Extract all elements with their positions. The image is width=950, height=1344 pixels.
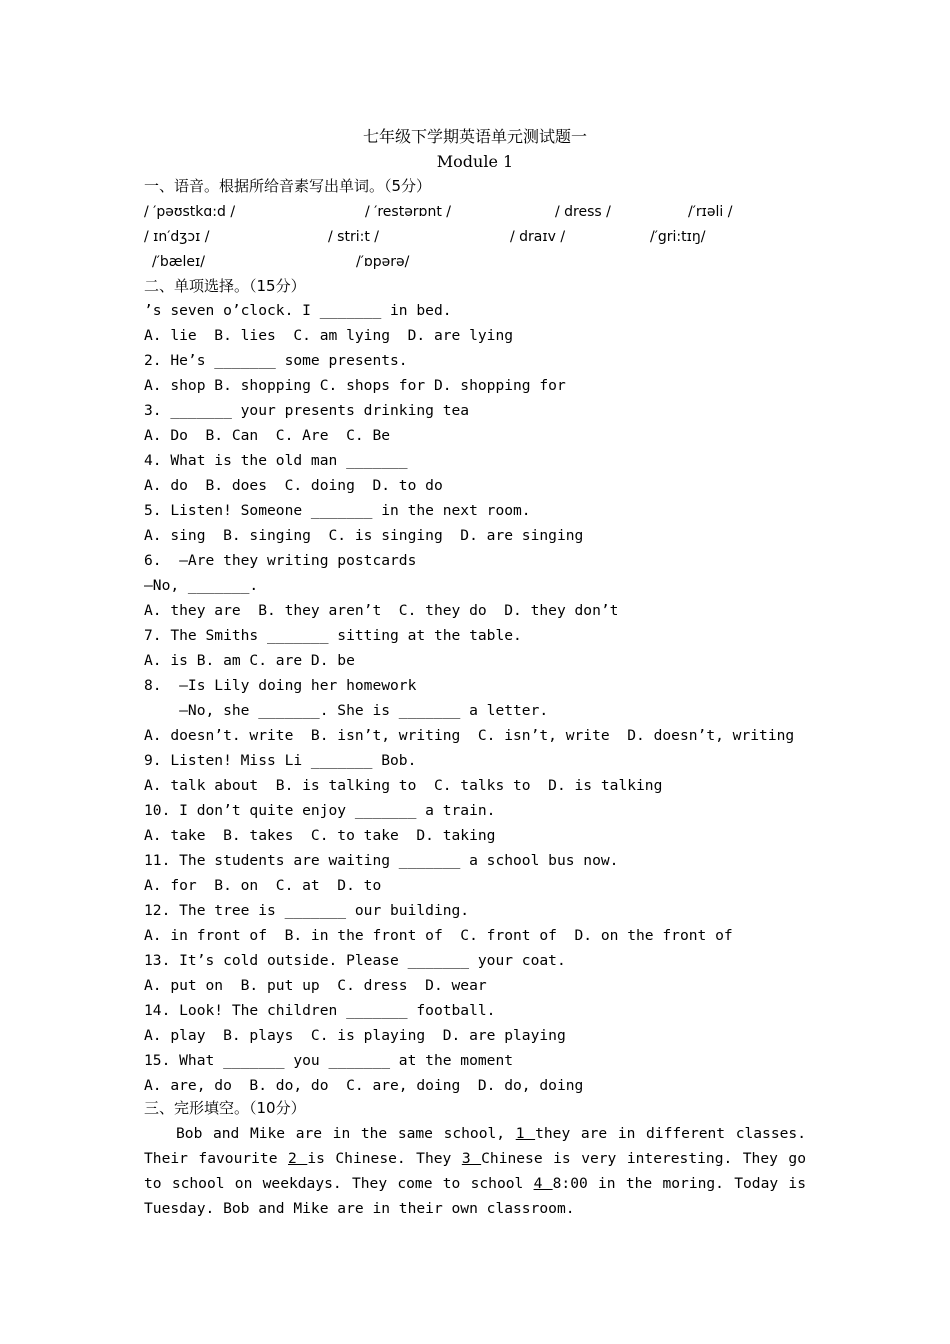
question-line: 11. The students are waiting _______ a school bus now.	[144, 852, 619, 869]
section-2-heading: 二、单项选择。（15分）	[144, 277, 306, 295]
phonetic-item: / ′pəʊstkɑ:d /	[144, 204, 236, 220]
options-line: A. sing B. singing C. is singing D. are singing	[144, 527, 584, 544]
cloze-text: Their favourite	[144, 1150, 278, 1167]
options-line: A. put on B. put up C. dress D. wear	[144, 977, 487, 994]
question-line: 12. The tree is _______ our building.	[144, 902, 470, 919]
cloze-paragraph-line	[176, 1123, 806, 1145]
options-line: A. is B. am C. are D. be	[144, 652, 355, 669]
options-line: A. take B. takes C. to take D. taking	[144, 827, 496, 844]
answer-line: –No, _______.	[144, 577, 259, 594]
options-line: A. they are B. they aren’t C. they do D. they don’t	[144, 602, 619, 619]
phonetic-item: / stri:t /	[328, 229, 379, 245]
options-line: A. talk about B. is talking to C. talks to D. is talking	[144, 777, 663, 794]
options-line: A. Do B. Can C. Are C. Be	[144, 427, 391, 444]
question-line: 15. What _______ you _______ at the moment	[144, 1052, 514, 1069]
phonetic-item: / dress /	[555, 204, 611, 220]
options-line: A. lie B. lies C. am lying D. are lying	[144, 327, 514, 344]
phonetic-item: / ɪn′dʒɔɪ /	[144, 229, 210, 245]
cloze-paragraph-line	[144, 1148, 806, 1170]
phonetic-item: /′gri:tɪŋ/	[650, 229, 706, 245]
cloze-blank-4: 4	[533, 1175, 553, 1192]
phonetic-item: / ′restərɒnt /	[365, 204, 451, 220]
question-line: 13. It’s cold outside. Please _______ your coat.	[144, 952, 566, 969]
cloze-text: to school on weekdays. They come to school	[144, 1175, 524, 1192]
phonetic-item: /′bæleɪ/	[152, 254, 205, 270]
options-line: A. are, do B. do, do C. are, doing D. do, doing	[144, 1077, 584, 1094]
cloze-text: Bob and Mike are in the same school,	[176, 1125, 506, 1142]
options-line: A. doesn’t. write B. isn’t, writing C. isn’t, write D. doesn’t, writing	[144, 727, 795, 744]
question-line: 4. What is the old man _______	[144, 452, 408, 469]
cloze-blank-1: 1	[515, 1125, 536, 1142]
page-title: 七年级下学期英语单元测试题一	[362, 127, 587, 146]
options-line: A. shop B. shopping C. shops for D. shopping for	[144, 377, 566, 394]
question-line: 5. Listen! Someone _______ in the next room.	[144, 502, 531, 519]
cloze-text: is Chinese. They	[307, 1150, 452, 1167]
phonetic-item: / draɪv /	[510, 229, 566, 245]
question-line: 2. He’s _______ some presents.	[144, 352, 408, 369]
cloze-paragraph-line: Tuesday. Bob and Mike are in their own classroom.	[144, 1200, 575, 1217]
page-subtitle: Module 1	[436, 152, 514, 171]
cloze-blank-3: 3	[461, 1150, 482, 1167]
cloze-text: 8:00 in the moring. Today is	[552, 1175, 806, 1192]
phonetic-item: /′ɒpərə/	[356, 254, 410, 270]
options-line: A. do B. does C. doing D. to do	[144, 477, 443, 494]
cloze-text: Chinese is very interesting. They go	[481, 1150, 806, 1167]
cloze-blank-2: 2	[288, 1150, 308, 1167]
question-line: 6. –Are they writing postcards	[144, 552, 417, 569]
options-line: A. for B. on C. at D. to	[144, 877, 382, 894]
question-line: 3. _______ your presents drinking tea	[144, 402, 470, 419]
question-line: 7. The Smiths _______ sitting at the table.	[144, 627, 522, 644]
answer-line: –No, she _______. She is _______ a letter.	[144, 702, 549, 719]
question-line: 10. I don’t quite enjoy _______ a train.	[144, 802, 496, 819]
question-line: 8. –Is Lily doing her homework	[144, 677, 417, 694]
cloze-paragraph-line	[144, 1173, 806, 1195]
options-line: A. play B. plays C. is playing D. are playing	[144, 1027, 566, 1044]
section-3-heading: 三、完形填空。（10分）	[144, 1099, 306, 1117]
question-line: 9. Listen! Miss Li _______ Bob.	[144, 752, 417, 769]
question-line: ’s seven o’clock. I _______ in bed.	[144, 302, 452, 319]
phonetic-item: /′rɪəli /	[688, 204, 733, 220]
options-line: A. in front of B. in the front of C. front of D. on the front of	[144, 927, 733, 944]
question-line: 14. Look! The children _______ football.	[144, 1002, 496, 1019]
section-1-heading: 一、语音。根据所给音素写出单词。（5分）	[144, 177, 432, 195]
cloze-text: they are in different classes.	[535, 1125, 806, 1142]
